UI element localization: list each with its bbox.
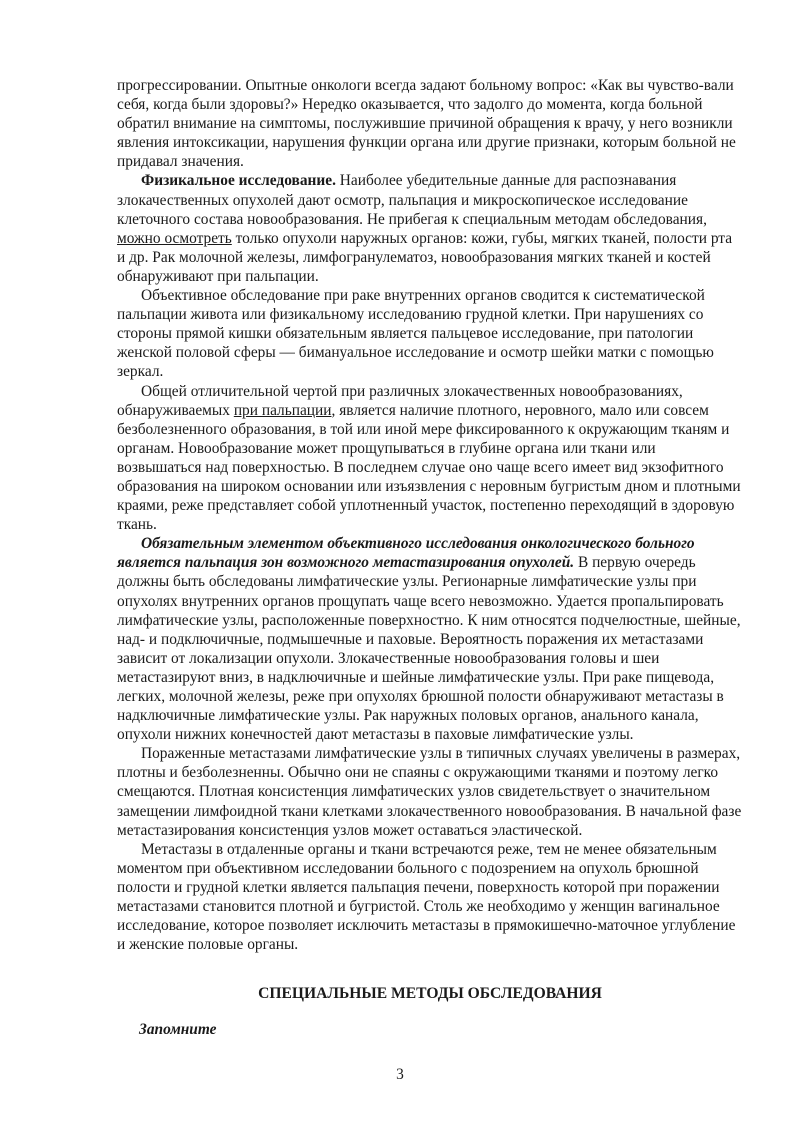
emphasized-statement: Обязательным элементом объективного исследования онкологического больного является пальпация зон возможного метастазирования опухолей. [117,535,695,572]
underlined-phrase: можно осмотреть [117,229,232,247]
paragraph-common-feature [117,382,743,535]
paragraph-text: , является наличие плотного, неровного, мало или совсем безболезненного образования, в той или иной мере фиксированного к окружающим тканям и органам. Новообразование может прощупываться в глубине органа или ткани или возвышаться над поверхностью. В последнем случае оно чаще всего имеет вид экзофитного образования на широком основании или изъязвления с неровным бугристым дном и плотными краями, реже представляет собой уплотненный участок, постепенно переходящий в здоровую ткань. [117,401,741,534]
paragraph-affected-nodes: Пораженные метастазами лимфатические узлы в типичных случаях увеличены в размерах, плотны и безболезненны. Обычно они не спаяны с окружающими тканями и поэтому легко смещаются. Плотная консистенция лимфатических узлов свидетельствует о значительном замещении лимфоидной ткани клетками злокачественного новообразования. В начальной фазе метастазирования консистенция узлов может оставаться эластической. [117,745,742,839]
underlined-phrase: при пальпации [233,401,332,419]
paragraph-internal-organs: Объективное обследование при раке внутренних органов сводится к систематической пальпации живота или физикальному исследованию грудной клетки. При нарушениях со стороны прямой кишки обязательным является пальцевое исследование, при патологии женской половой сферы — бимануальное исследование и осмотр шейки матки с помощью зеркал. [117,287,714,381]
paragraph-text: Наиболее убедительные данные для распознавания злокачественных опухолей дают осмотр, пальпация и микроскопическое исследование клеточного состава новообразования. Не прибегая к специальным методам обследования, [117,172,707,228]
paragraph-distant-metastases: Метастазы в отдаленные органы и ткани встречаются реже, тем не менее обязательным моментом при объективном исследовании больного с подозрением на опухоль брюшной полости и грудной клетки является пальпация печени, поверхность которой при поражении метастазами становится плотной и бугристой. Столь же необходимо у женщин вагинальное исследование, которое позволяет исключить метастазы в прямокишечно-маточное углубление и женские половые органы. [117,840,736,954]
paragraph-metastasis-zones [117,534,743,744]
section-heading: СПЕЦИАЛЬНЫЕ МЕТОДЫ ОБСЛЕДОВАНИЯ [258,985,602,1002]
paragraph-text: только опухоли наружных органов: кожи, губы, мягких тканей, полости рта и др. Рак молочной железы, лимфогранулематоз, новообразования мягких тканей и костей обнаруживают при пальпации. [117,229,733,285]
paragraph-text: В первую очередь должны быть обследованы лимфатические узлы. Регионарные лимфатические узлы при опухолях внутренних органов прощупать чаще всего невозможно. Удается пропальпировать лимфатические узлы, расположенные поверхностно. К ним относятся подчелюстные, шейные, над- и подключичные, подмышечные и паховые. Вероятность поражения их метастазами зависит от локализации опухоли. Злокачественные новообразования головы и шеи метастазируют вниз, в надключичные и шейные лимфатические узлы. При раке пищевода, легких, молочной железы, реже при опухолях брюшной полости обнаруживают метастазы в надключичные лимфатические узлы. Рак наружных половых органов, анального канала, опухоли нижних конечностей дают метастазы в паховые лимфатические узлы. [117,554,741,744]
paragraph-text: Общей отличительной чертой при различных злокачественных новообразованиях, обнаруживаемых [117,382,683,419]
page-number: 3 [396,1066,404,1083]
physical-exam-heading: Физикальное исследование. [141,172,336,190]
document-body [117,76,743,954]
remember-label: Запомните [139,1021,217,1038]
paragraph-physical-exam [117,171,743,286]
paragraph-intro-continuation: прогрессировании. Опытные онкологи всегда задают больному вопрос: «Как вы чувство-вали себя, когда были здоровы?» Нередко оказывается, что задолго до момента, когда больной обратил внимание на симптомы, послужившие причиной обращения к врачу, у него возникли явления интоксикации, нарушения функции органа или другие признаки, которым больной не придавал значения. [117,77,736,171]
